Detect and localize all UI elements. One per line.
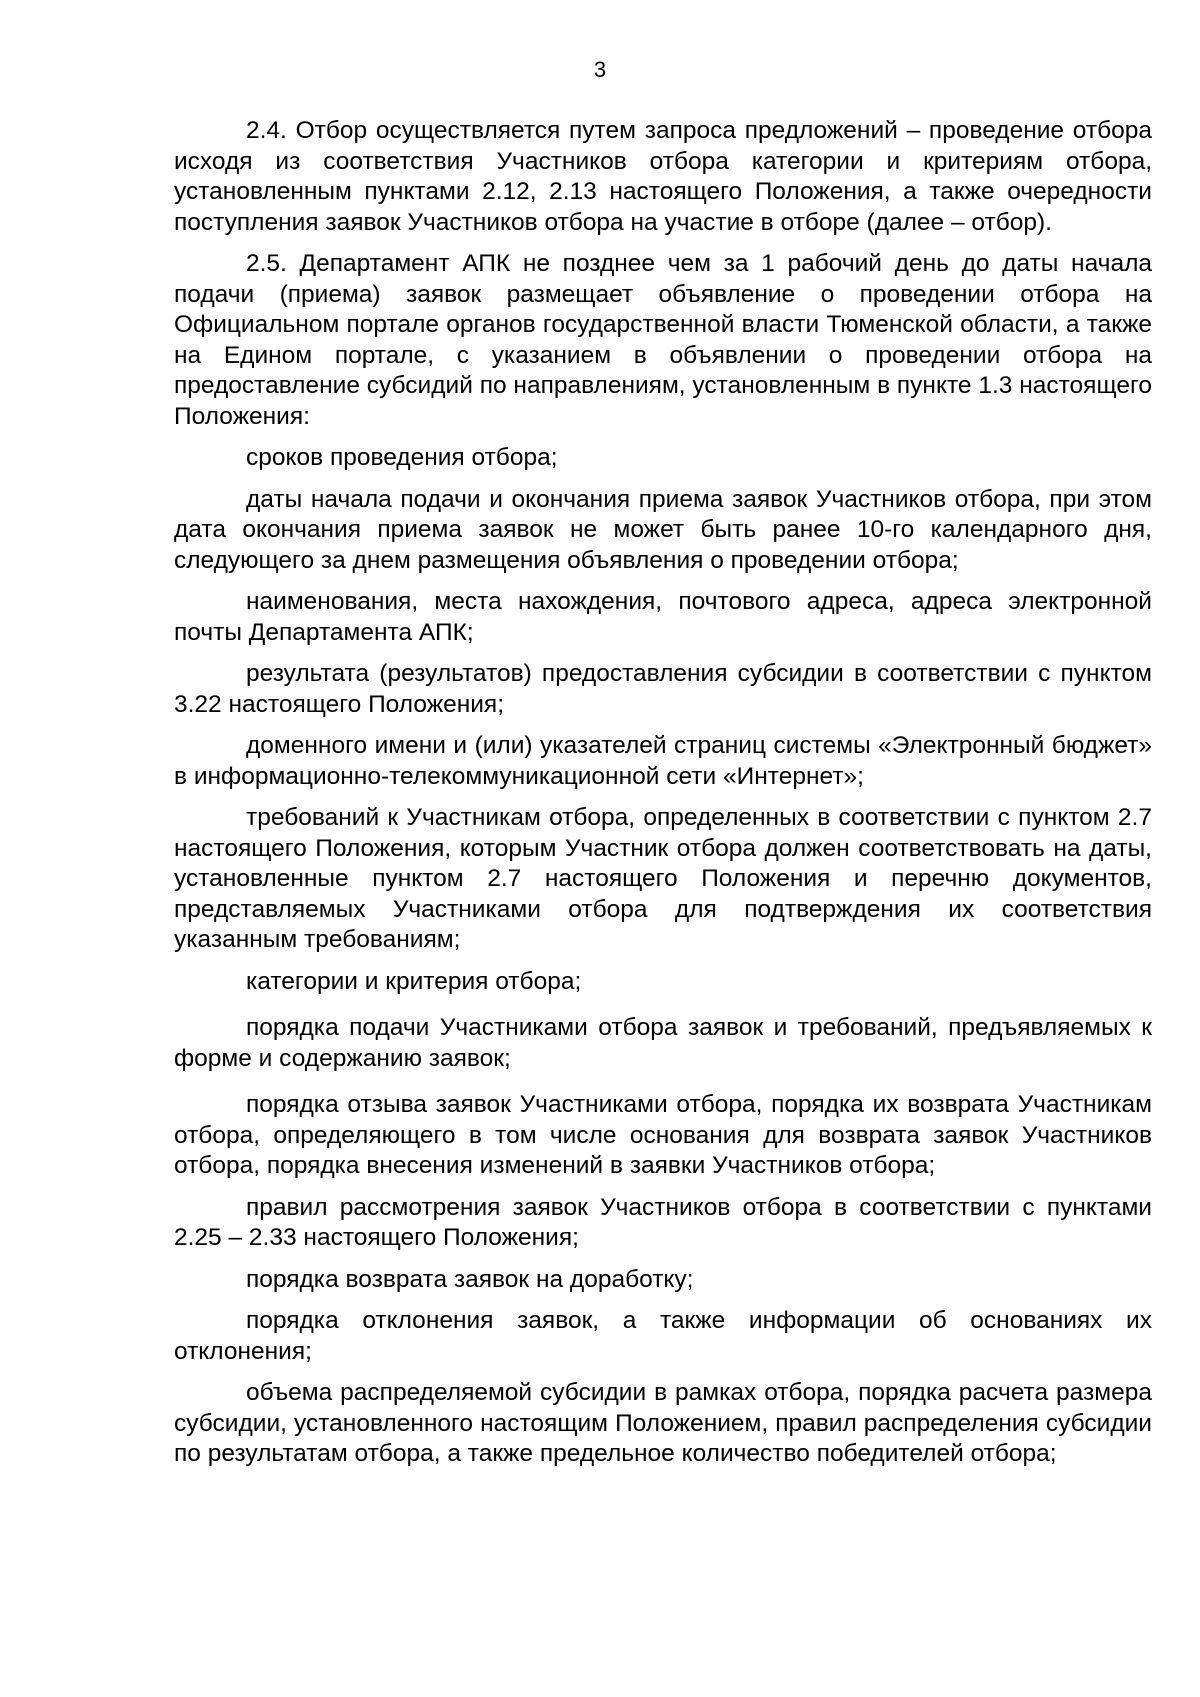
- list-item-domain-name: доменного имени и (или) указателей страниц системы «Электронный бюджет» в информационно-телекоммуникационной сети «Интернет»;: [174, 732, 1152, 790]
- list-item-withdrawal-procedure: порядка отзыва заявок Участниками отбора, порядка их возврата Участникам отбора, определяющего в том числе основания для возврата заявок Участников отбора, порядка внесения изменений в заявки Участников отбора;: [174, 1091, 1152, 1179]
- page-number: 3: [593, 57, 607, 82]
- list-item-category-criteria: категории и критерия отбора;: [246, 967, 582, 995]
- list-item-return-for-revision: порядка возврата заявок на доработку;: [246, 1265, 694, 1293]
- list-item-rejection-procedure: порядка отклонения заявок, а также информации об основаниях их отклонения;: [174, 1307, 1152, 1365]
- list-item-application-dates: даты начала подачи и окончания приема заявок Участников отбора, при этом дата окончания приема заявок не может быть ранее 10-го календарного дня, следующего за днем размещения объявления о проведении отбора;: [174, 485, 1152, 574]
- list-item-department-contacts: наименования, места нахождения, почтового адреса, адреса электронной почты Департамента АПК;: [174, 588, 1152, 646]
- list-item-review-rules: правил рассмотрения заявок Участников отбора в соответствии с пунктами 2.25 – 2.33 настоящего Положения;: [174, 1193, 1152, 1251]
- list-item-subsidy-volume: объема распределяемой субсидии в рамках отбора, порядка расчета размера субсидии, установленного настоящим Положением, правил распределения субсидии по результатам отбора, а также предельное количество победителей отбора;: [174, 1379, 1152, 1467]
- paragraph-2-4: 2.4. Отбор осуществляется путем запроса предложений – проведение отбора исходя из соответствия Участников отбора категории и критериям отбора, установленным пунктами 2.12, 2.13 настоящего Положения, а также очередности поступления заявок Участников отбора на участие в отборе (далее – отбор).: [174, 117, 1152, 236]
- document-body: [174, 116, 1152, 1481]
- list-item-submission-procedure: порядка подачи Участниками отбора заявок и требований, предъявляемых к форме и содержанию заявок;: [174, 1014, 1152, 1072]
- list-item-selection-period: сроков проведения отбора;: [246, 444, 558, 471]
- list-item-participant-requirements: требований к Участникам отбора, определенных в соответствии с пунктом 2.7 настоящего Положения, которым Участник отбора должен соответствовать на даты, установленные пунктом 2.7 настоящего Положения и перечню документов, представляемых Участниками отбора для подтверждения их соответствия указанным требованиям;: [174, 804, 1152, 953]
- paragraph-2-5: 2.5. Департамент АПК не позднее чем за 1 рабочий день до даты начала подачи (приема) заявок размещает объявление о проведении отбора на Официальном портале органов государственной власти Тюменской области, а также на Едином портале, с указанием в объявлении о проведении отбора на предоставление субсидий по направлениям, установленным в пункте 1.3 настоящего Положения:: [174, 250, 1152, 430]
- list-item-subsidy-result: результата (результатов) предоставления субсидии в соответствии с пунктом 3.22 настоящего Положения;: [174, 660, 1152, 718]
